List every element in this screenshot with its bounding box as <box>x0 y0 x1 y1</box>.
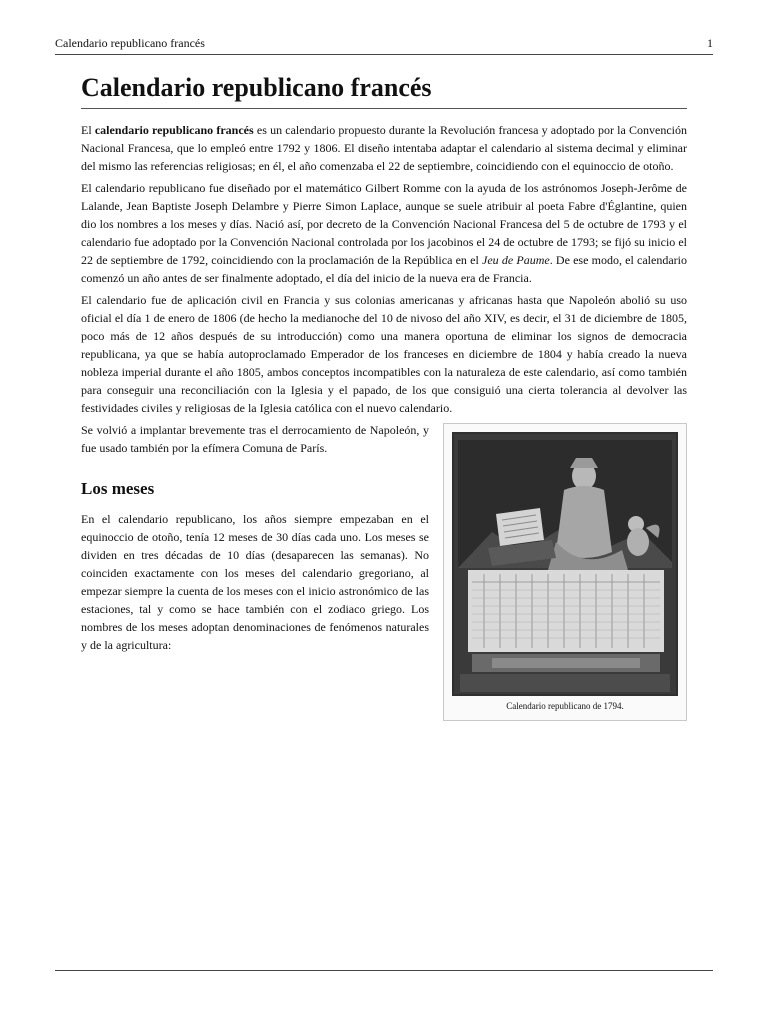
paragraph-intro <box>81 121 687 175</box>
intro-bold-term: calendario republicano francés <box>94 123 254 138</box>
section-heading-months: Los meses <box>81 479 155 499</box>
intro-post: es un calendario propuesto durante la Revolución francesa y adoptado por la Convención Nacional Francesa, que lo empleó entre 1792 y 1806. El diseño intentaba adaptar el calendario al sistema decimal y eliminar del mismo las referencias religiosas; en él, el año comenzaba el 22 de septiembre, coincidiendo con el equinoccio de otoño. <box>81 123 688 174</box>
design-post: . De ese modo, el calendario comenzó un año antes de ser finalmente adoptado, el día del inicio de la nueva era de Francia. <box>81 253 687 286</box>
engraving-illustration-icon <box>452 432 678 696</box>
paragraph-months: En el calendario republicano, los años siempre empezaban en el equinoccio de otoño, tenía 12 meses de 30 días cada uno. Los meses se dividen en tres décadas de 10 días (desaparecen las semanas). No coinciden exactamente con los meses del calendario gregoriano, al empezar siempre la cuenta de los meses con el inicio astronómico de las estaciones, tal y como se hace también con el zodiaco griego. Los nombres de los meses adoptan denominaciones de fenómenos naturales y de la agricultura: <box>81 511 429 652</box>
page-footer-rule <box>55 970 713 971</box>
article-body <box>81 72 687 727</box>
running-title: Calendario republicano francés <box>55 36 205 50</box>
page-number: 1 <box>707 36 713 50</box>
page-title: Calendario republicano francés <box>81 72 687 109</box>
paragraph-design <box>81 179 687 287</box>
design-pre: El calendario republicano fue diseñado por el matemático Gilbert Romme con la ayuda de los astrónomos Joseph-Jerôme de Lalande, Jean Baptiste Joseph Delambre y Pierre Simon Laplace, aunque se suele atribuir al poeta Fabre d'Églantine, quien dio los nombres a los meses y días. Nació así, por decreto de la Convención Nacional Francesa del 5 de octubre de 1793 y el calendario fue adoptado por la Convención Nacional controlada por los jacobinos el 24 de octubre de 1793; se fijó su inicio el 22 de septiembre de 1792, coincidiendo con la proclamación de la República en el <box>81 181 687 268</box>
paragraph-abolition: El calendario fue de aplicación civil en Francia y sus colonias americanas y africanas hasta que Napoleón abolió su uso oficial el día 1 de enero de 1806 (de hecho la medianoche del 10 de nivoso del año XIV, es decir, el 31 de diciembre de 1805, poco más de 12 años después de su introducción) como una manera oportuna de eliminar los signos de democracia republicana, ya que se había autoproclamado Emperador de los franceses en diciembre de 1804 y había creado la nueva nobleza imperial durante el año 1805, ambos conceptos incompatibles con la naturaleza de este calendario, así como también para conseguir una reconciliación con la Iglesia y el papado, de los que consiguió una cierta tolerancia al devolver las festividades civiles y religiosas de la Iglesia católica con el nuevo calendario. <box>81 293 687 416</box>
design-italic: Jeu de Paume <box>482 253 550 268</box>
figure-calendar <box>443 423 687 721</box>
intro-pre: El <box>81 123 95 138</box>
paragraph-restoration: Se volvió a implantar brevemente tras el derrocamiento de Napoleón, y fue usado también por la efímera Comuna de París. <box>81 423 429 456</box>
running-header <box>55 36 713 55</box>
figure-caption: Calendario republicano de 1794. <box>506 701 624 712</box>
